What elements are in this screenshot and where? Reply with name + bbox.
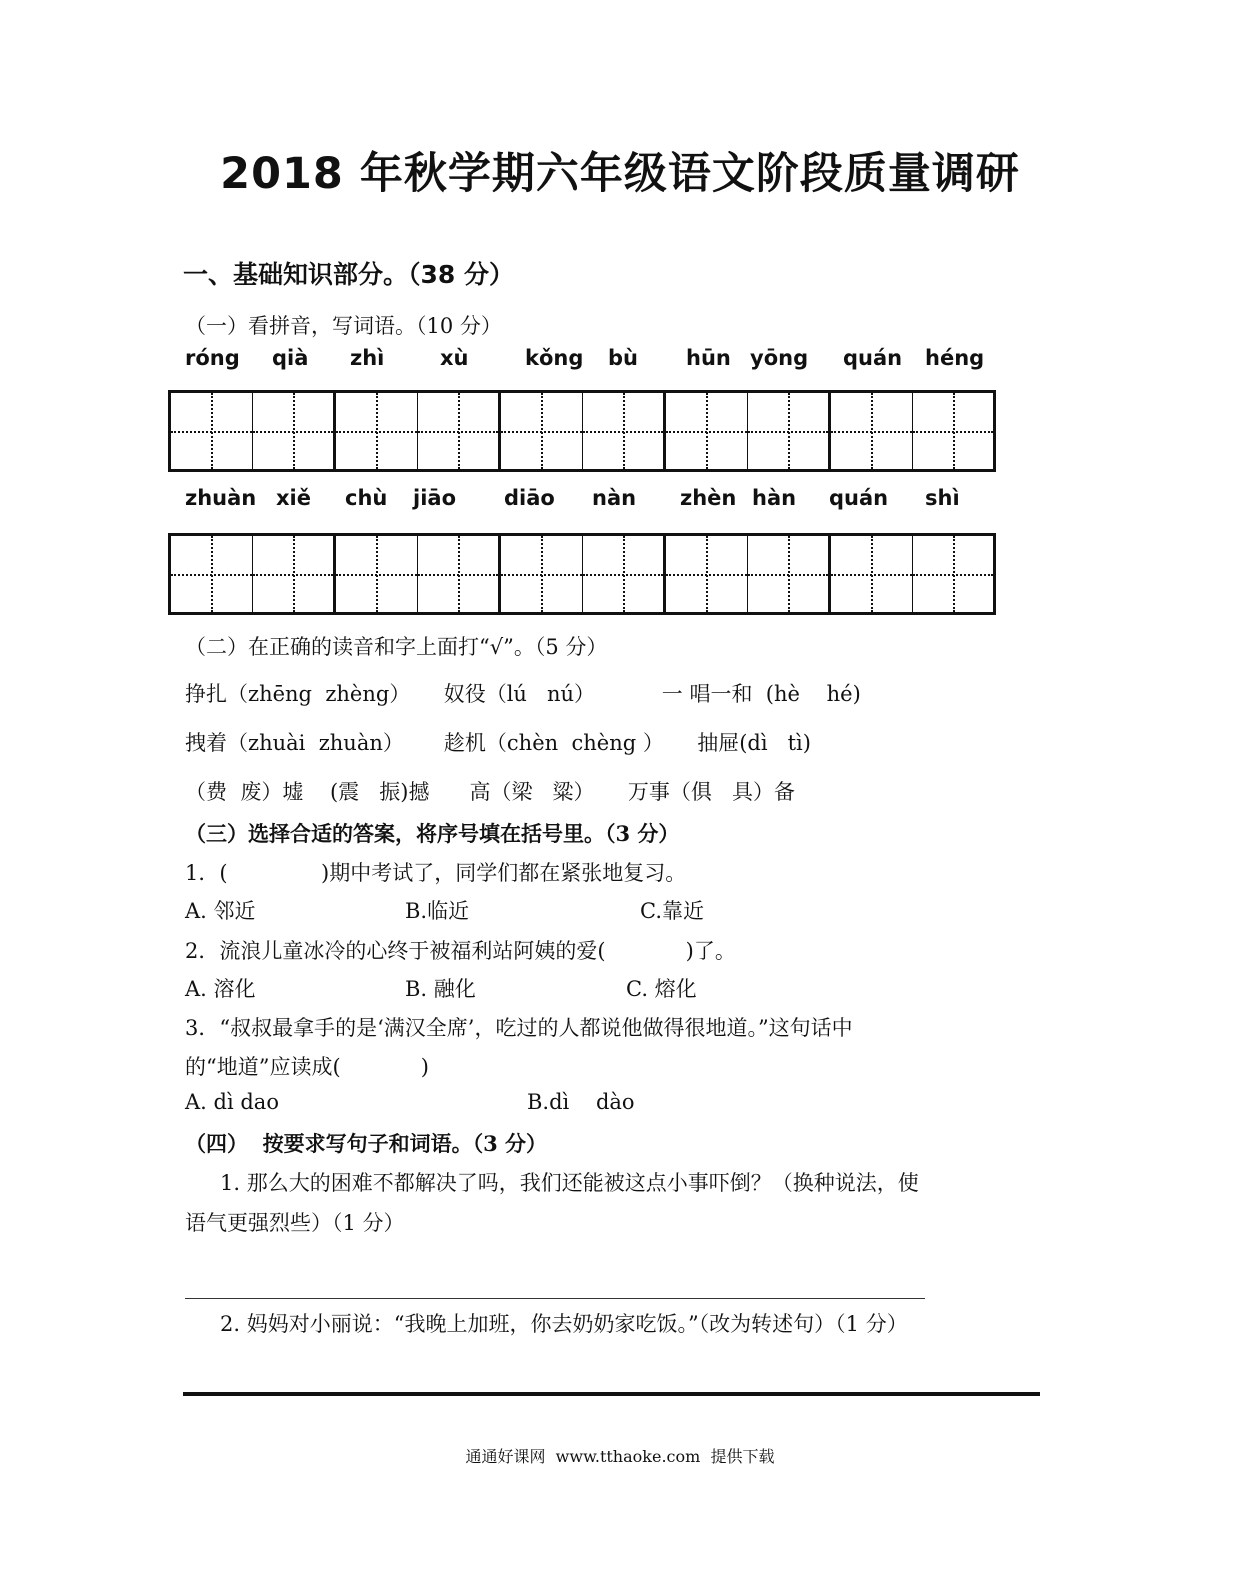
question-text: 1．( )期中考试了，同学们都在紧张地复习。 <box>185 861 687 885</box>
choice-line: 拽着（zhuài zhuàn） 趁机（chèn chèng ） 抽屉(dì tì) <box>185 731 811 755</box>
writing-cell[interactable] <box>583 536 664 612</box>
footer-text: 通通好课网 www.tthaoke.com 提供下载 <box>465 1447 775 1466</box>
part3-heading: （三）选择合适的答案，将序号填在括号里。（3 分） <box>185 821 680 846</box>
choice-line: （费 废）墟 (震 振)撼 高（梁 粱） 万事（俱 具）备 <box>185 780 795 804</box>
pinyin: hàn <box>752 486 797 510</box>
writing-cell[interactable] <box>253 393 334 469</box>
question-text: 语气更强烈些）（1 分） <box>185 1211 405 1235</box>
pinyin: qià <box>272 346 309 370</box>
question-text: 3．“叔叔最拿手的是‘满汉全席’，吃过的人都说他做得很地道。”这句话中 <box>185 1016 853 1040</box>
part4-heading: （四） 按要求写句子和词语。（3 分） <box>185 1131 548 1156</box>
pinyin: quán <box>829 486 889 510</box>
pinyin: nàn <box>592 486 637 510</box>
option: A. dì dao <box>185 1090 279 1114</box>
pinyin: kǒng <box>525 346 584 370</box>
writing-cell[interactable] <box>583 393 664 469</box>
pinyin: zhèn <box>680 486 737 510</box>
answer-line[interactable] <box>185 1298 925 1299</box>
writing-grid-row-1 <box>168 390 996 472</box>
writing-cell[interactable] <box>336 393 418 469</box>
pinyin: xiě <box>276 486 311 510</box>
writing-cell[interactable] <box>913 393 994 469</box>
option: B.临近 <box>405 899 470 923</box>
option: C. 熔化 <box>626 977 697 1001</box>
pinyin: shì <box>925 486 960 510</box>
writing-grid-row-2 <box>168 533 996 615</box>
pinyin: hūn <box>686 346 731 370</box>
pinyin: chù <box>345 486 388 510</box>
question-text: 2. 妈妈对小丽说：“我晚上加班，你去奶奶家吃饭。”（改为转述句）（1 分） <box>220 1312 908 1336</box>
writing-cell[interactable] <box>501 536 583 612</box>
pinyin: róng <box>185 346 240 370</box>
choice-line: 挣扎（zhēng zhèng） 奴役（lú nú） 一 唱一和 (hè hé) <box>185 682 861 706</box>
option: B. 融化 <box>405 977 476 1001</box>
writing-cell[interactable] <box>253 536 334 612</box>
pinyin: zhuàn <box>185 486 257 510</box>
section-heading: 一、基础知识部分。（38 分） <box>183 260 514 289</box>
pinyin: zhì <box>350 346 385 370</box>
option: A. 溶化 <box>185 977 256 1001</box>
pinyin: jiāo <box>413 486 456 510</box>
part1-heading: （一）看拼音，写词语。（10 分） <box>185 314 502 338</box>
writing-cell[interactable] <box>666 536 748 612</box>
pinyin: bù <box>608 346 638 370</box>
option: C.靠近 <box>640 899 704 923</box>
writing-cell[interactable] <box>666 393 748 469</box>
writing-cell[interactable] <box>831 393 913 469</box>
option: B.dì dào <box>527 1090 635 1114</box>
writing-cell[interactable] <box>171 393 253 469</box>
footer-divider <box>183 1392 1040 1396</box>
pinyin: yōng <box>750 346 809 370</box>
writing-cell[interactable] <box>748 393 829 469</box>
writing-cell[interactable] <box>831 536 913 612</box>
writing-cell[interactable] <box>336 536 418 612</box>
writing-cell[interactable] <box>418 393 499 469</box>
pinyin: quán <box>843 346 903 370</box>
question-text: 2．流浪儿童冰冷的心终于被福利站阿姨的爱( )了。 <box>185 939 736 963</box>
question-text: 的“地道”应读成( ) <box>185 1055 429 1079</box>
writing-cell[interactable] <box>748 536 829 612</box>
pinyin: xù <box>440 346 469 370</box>
pinyin: héng <box>925 346 985 370</box>
question-text: 1. 那么大的困难不都解决了吗，我们还能被这点小事吓倒？（换种说法，使 <box>220 1171 919 1195</box>
writing-cell[interactable] <box>913 536 994 612</box>
writing-cell[interactable] <box>171 536 253 612</box>
option: A. 邻近 <box>185 899 256 923</box>
page-title: 2018 年秋学期六年级语文阶段质量调研 <box>220 149 1020 199</box>
part2-heading: （二）在正确的读音和字上面打“√”。（5 分） <box>185 635 608 659</box>
pinyin: diāo <box>504 486 555 510</box>
writing-cell[interactable] <box>501 393 583 469</box>
writing-cell[interactable] <box>418 536 499 612</box>
